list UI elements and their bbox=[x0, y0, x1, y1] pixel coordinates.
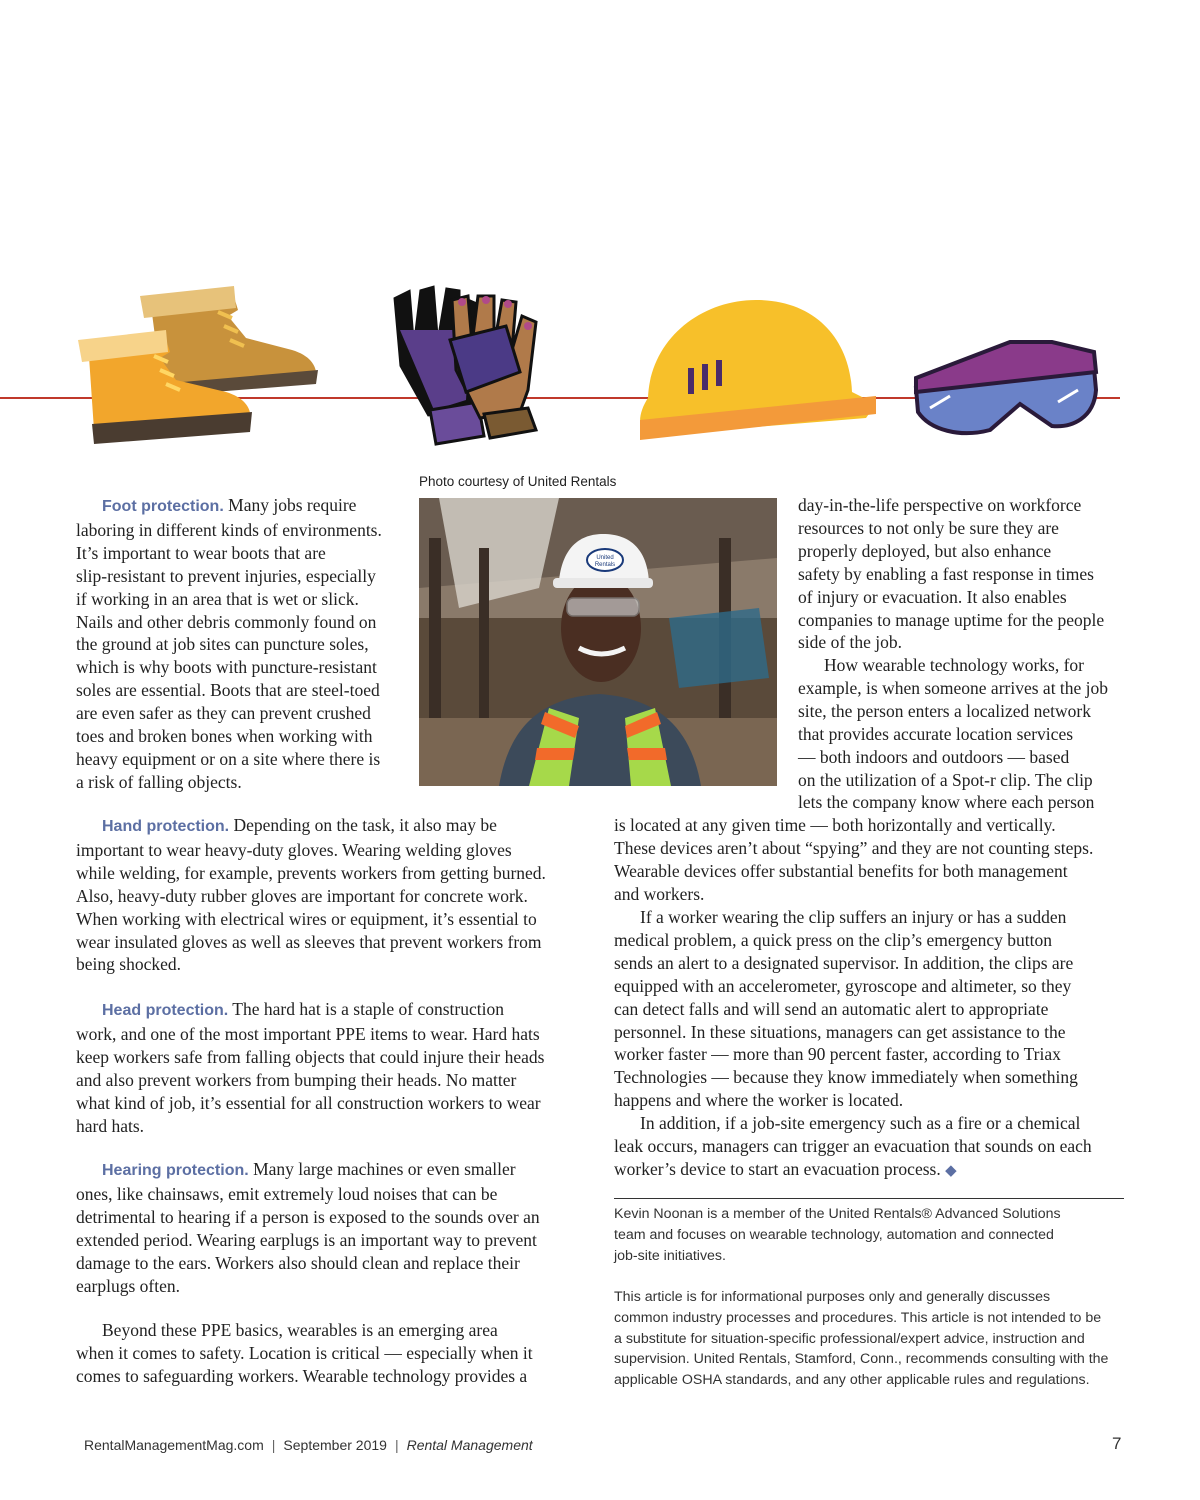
foot-protection-heading: Foot protection. bbox=[102, 498, 224, 515]
evacuation-paragraph bbox=[614, 1112, 1134, 1183]
hearing-text-4: damage to the ears. Workers also should clean and replace their bbox=[76, 1252, 520, 1273]
hearing-text-0: Many large machines or even smaller bbox=[253, 1159, 516, 1179]
hearing-text-5: earplugs often. bbox=[76, 1275, 180, 1296]
beyond-text-1: when it comes to safety. Location is critical — especially when it bbox=[76, 1342, 533, 1363]
disclaimer-text-3: supervision. United Rentals, Stamford, Conn., recommends consulting with the bbox=[614, 1351, 1109, 1368]
end-mark-icon: ◆ bbox=[945, 1162, 957, 1179]
hearing-text-2: detrimental to hearing if a person is exposed to the sounds over an bbox=[76, 1206, 540, 1227]
right-top-text-4: of injury or evacuation. It also enables bbox=[798, 586, 1067, 607]
foot-text-0: Many jobs require bbox=[228, 495, 357, 515]
helmet-logo-line-2: Rentals bbox=[594, 562, 616, 568]
right-top-text-0: day-in-the-life perspective on workforce bbox=[798, 495, 1082, 515]
right-top-text-1: resources to not only be sure they are bbox=[798, 517, 1059, 538]
how-text-4: — both indoors and outdoors — based bbox=[798, 746, 1070, 767]
hand-text-1: important to wear heavy-duty gloves. Wearing welding gloves bbox=[76, 839, 512, 860]
how-wide-text-1: These devices aren’t about “spying” and they are not counting steps. bbox=[614, 837, 1094, 858]
hearing-text-1: ones, like chainsaws, emit extremely loud noises that can be bbox=[76, 1183, 498, 1204]
hand-text-0: Depending on the task, it also may be bbox=[233, 815, 497, 835]
beyond-text-2: comes to safeguarding workers. Wearable technology provides a bbox=[76, 1365, 528, 1386]
clip-text-8: happens and where the worker is located. bbox=[614, 1090, 904, 1111]
head-text-3: and also prevent workers from bumping their heads. No matter bbox=[76, 1069, 517, 1090]
foot-text-4: if working in an area that is wet or slick. bbox=[76, 588, 359, 609]
foot-text-3: slip-resistant to prevent injuries, especially bbox=[76, 565, 376, 586]
head-text-1: work, and one of the most important PPE items to wear. Hard hats bbox=[76, 1023, 540, 1044]
disclaimer-text-2: a substitute for situation-specific professional/expert advice, instruction and bbox=[614, 1330, 1085, 1347]
clip-text-5: personnel. In these situations, managers can get assistance to the bbox=[614, 1021, 1066, 1042]
emergency-text-2: worker’s device to start an evacuation process. bbox=[614, 1158, 941, 1179]
beyond-text-0: Beyond these PPE basics, wearables is an emerging area bbox=[102, 1320, 498, 1340]
how-text-3: that provides accurate location services bbox=[798, 723, 1074, 744]
foot-text-5: Nails and other debris commonly found on bbox=[76, 611, 377, 632]
safety-glasses-icon bbox=[916, 342, 1096, 433]
clip-text-6: worker faster — more than 90 percent faster, according to Triax bbox=[614, 1044, 1061, 1065]
hearing-protection-heading: Hearing protection. bbox=[102, 1162, 249, 1179]
hand-text-2: while welding, for example, prevents workers from getting burned. bbox=[76, 862, 546, 883]
footer-separator-2: | bbox=[394, 1437, 399, 1453]
hearing-text-3: extended period. Wearing earplugs is an important way to prevent bbox=[76, 1229, 537, 1250]
page-number: 7 bbox=[1112, 1434, 1122, 1453]
foot-line-0 bbox=[76, 494, 406, 519]
head-protection-heading: Head protection. bbox=[102, 1002, 229, 1019]
right-top-text-6: side of the job. bbox=[798, 632, 903, 653]
how-wearables-work-continued bbox=[614, 814, 1134, 906]
gloves-icon bbox=[394, 286, 536, 444]
how-wide-text-0: is located at any given time — both horizontally and vertically. bbox=[614, 815, 1056, 835]
hard-hat-icon bbox=[640, 300, 876, 440]
head-text-0: The hard hat is a staple of construction bbox=[232, 999, 504, 1019]
clip-text-7: Technologies — because they know immediately when something bbox=[614, 1067, 1078, 1088]
foot-text-1: laboring in different kinds of environments. bbox=[76, 519, 382, 540]
foot-protection-paragraph bbox=[76, 494, 406, 794]
right-top-text-2: properly deployed, but also enhance bbox=[798, 540, 1052, 561]
disclaimer bbox=[614, 1287, 1154, 1391]
author-text-0: Kevin Noonan is a member of the United Rentals® Advanced Solutions bbox=[614, 1206, 1061, 1222]
foot-text-9: are even safer as they can prevent crushed bbox=[76, 703, 371, 724]
clip-emergency-paragraph bbox=[614, 906, 1134, 1112]
disclaimer-text-4: applicable OSHA standards, and any other applicable rules and regulations. bbox=[614, 1372, 1090, 1389]
boots-icon bbox=[78, 286, 318, 444]
emergency-text-1: leak occurs, managers can trigger an evacuation that sounds on each bbox=[614, 1135, 1092, 1156]
hand-text-3: Also, heavy-duty rubber gloves are important for concrete work. bbox=[76, 885, 528, 906]
foot-text-12: a risk of falling objects. bbox=[76, 771, 242, 792]
author-divider bbox=[614, 1198, 1124, 1199]
disclaimer-text-1: common industry processes and procedures. This article is not intended to be bbox=[614, 1309, 1102, 1326]
emergency-text-0: In addition, if a job-site emergency such as a fire or a chemical bbox=[640, 1113, 1081, 1133]
wearables-intro-paragraph bbox=[76, 1319, 596, 1388]
footer-date: September 2019 bbox=[283, 1437, 387, 1453]
head-text-5: hard hats. bbox=[76, 1115, 145, 1136]
how-wide-text-3: and workers. bbox=[614, 883, 705, 904]
right-top-text-5: companies to manage uptime for the people bbox=[798, 609, 1105, 630]
hand-protection-paragraph bbox=[76, 814, 596, 976]
head-text-2: keep workers safe from falling objects that could injure their heads bbox=[76, 1046, 545, 1067]
ppe-illustration-band bbox=[0, 270, 1200, 460]
foot-text-6: the ground at job sites can puncture soles, bbox=[76, 634, 369, 655]
footer-magazine: Rental Management bbox=[406, 1437, 533, 1453]
helmet-logo-line-1: United bbox=[596, 555, 614, 561]
foot-text-7: which is why boots with puncture-resistant bbox=[76, 657, 377, 678]
foot-text-10: toes and broken bones when working with bbox=[76, 726, 373, 747]
foot-text-8: soles are essential. Boots that are steel-toed bbox=[76, 680, 380, 701]
footer-site: RentalManagementMag.com bbox=[84, 1437, 264, 1453]
clip-text-3: equipped with an accelerometer, gyroscope and altimeter, so they bbox=[614, 975, 1072, 996]
foot-text-2: It’s important to wear boots that are bbox=[76, 542, 326, 563]
how-text-1: example, is when someone arrives at the job bbox=[798, 677, 1109, 698]
photo-credit: Photo courtesy of United Rentals bbox=[419, 474, 617, 489]
hearing-protection-paragraph bbox=[76, 1158, 596, 1297]
hand-text-5: wear insulated gloves as well as sleeves that prevent workers from bbox=[76, 931, 542, 952]
how-wide-text-2: Wearable devices offer substantial benefits for both management bbox=[614, 860, 1068, 881]
head-text-4: what kind of job, it’s essential for all construction workers to wear bbox=[76, 1092, 541, 1113]
how-text-2: site, the person enters a localized network bbox=[798, 700, 1092, 721]
author-bio bbox=[614, 1204, 1134, 1266]
hand-text-6: being shocked. bbox=[76, 954, 181, 975]
clip-text-4: can detect falls and will send an automatic alert to appropriate bbox=[614, 998, 1049, 1019]
hand-text-4: When working with electrical wires or equipment, it’s essential to bbox=[76, 908, 537, 929]
how-text-0: How wearable technology works, for bbox=[824, 655, 1084, 675]
clip-text-0: If a worker wearing the clip suffers an injury or has a sudden bbox=[640, 907, 1067, 927]
worker-photo bbox=[419, 498, 777, 786]
footer-separator-1: | bbox=[271, 1437, 276, 1453]
hand-protection-heading: Hand protection. bbox=[102, 818, 230, 835]
how-text-5: on the utilization of a Spot-r clip. The clip bbox=[798, 769, 1093, 790]
how-text-6: lets the company know where each person bbox=[798, 792, 1095, 813]
author-text-1: team and focuses on wearable technology, automation and connected bbox=[614, 1226, 1054, 1243]
author-text-2: job-site initiatives. bbox=[614, 1247, 726, 1264]
right-top-text-3: safety by enabling a fast response in times bbox=[798, 563, 1094, 584]
wearables-continued-paragraph bbox=[798, 494, 1128, 654]
clip-text-1: medical problem, a quick press on the clip’s emergency button bbox=[614, 929, 1053, 950]
head-protection-paragraph bbox=[76, 998, 596, 1137]
page-footer bbox=[84, 1437, 533, 1453]
clip-text-2: sends an alert to a designated supervisor. In addition, the clips are bbox=[614, 952, 1074, 973]
disclaimer-text-0: This article is for informational purposes only and generally discusses bbox=[614, 1289, 1051, 1305]
foot-text-11: heavy equipment or on a site where there is bbox=[76, 748, 381, 769]
how-wearables-work-paragraph bbox=[798, 654, 1128, 814]
